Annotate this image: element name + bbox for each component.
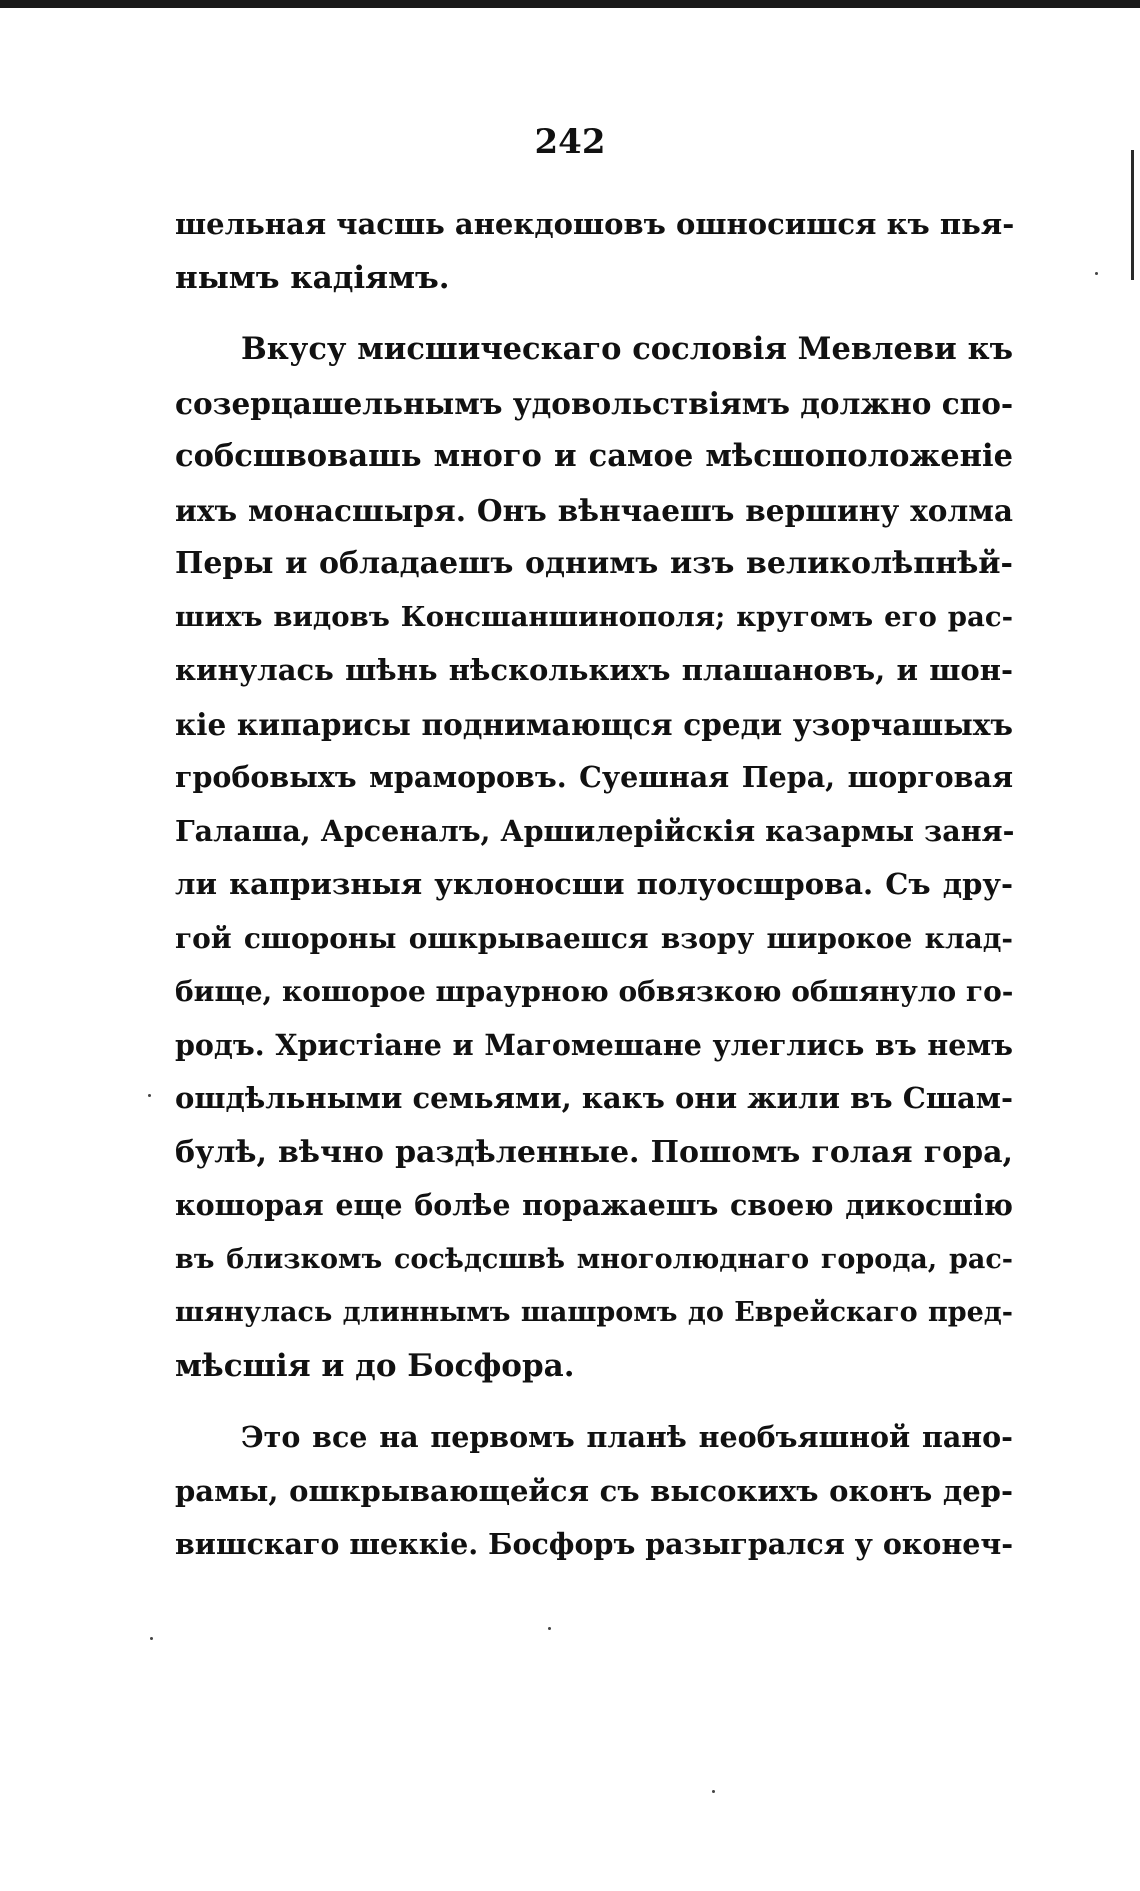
text-line: кошорая еще болѣе поражаешъ своею дикосшію (175, 1188, 1013, 1222)
text-line: нымъ кадіямъ. (175, 259, 450, 296)
text-line: ошдѣльными семьями, какъ они жили въ Сшам- (175, 1081, 1013, 1115)
scan-speck (712, 1790, 715, 1793)
text-line: вишскаго шеккіе. Босфоръ разыгрался у оконеч- (175, 1527, 1014, 1561)
text-line: ли капризныя уклоносши полуосшрова. Съ дру- (175, 867, 1013, 901)
scan-speck (148, 1094, 151, 1097)
scan-speck (1095, 272, 1098, 275)
top-border-rule (0, 0, 1140, 8)
text-line: Вкусу мисшическаго сословія Мевлеви къ (241, 331, 1013, 367)
text-line: шянулась длиннымъ шашромъ до Еврейскаго пред- (175, 1297, 1013, 1328)
text-line: родъ. Христіане и Магомешане улеглись въ немъ (175, 1027, 1013, 1062)
text-line: собсшвовашь много и самое мѣсшоположеніе (175, 438, 1013, 474)
text-line: Галаша, Арсеналъ, Аршилерійскія казармы заня- (175, 813, 1015, 848)
text-line: мѣсшія и до Босфора. (175, 1347, 575, 1384)
text-line: шельная часшь анекдошовъ ошносишся къ пья- (175, 207, 1015, 241)
page-edge-mark (1131, 150, 1134, 280)
text-line: ихъ монасшыря. Онъ вѣнчаешъ вершину холма (175, 492, 1013, 528)
text-line: булѣ, вѣчно раздѣленные. Пошомъ голая гора, (175, 1134, 1013, 1170)
scan-speck (548, 1627, 551, 1630)
text-line: рамы, ошкрывающейся съ высокихъ оконъ дер- (175, 1473, 1013, 1508)
text-line: гой сшороны ошкрываешся взору широкое клад- (175, 921, 1013, 955)
text-line: шихъ видовъ Консшаншинополя; кругомъ его рас- (175, 600, 1013, 633)
page-number: 242 (534, 122, 606, 162)
text-line: Это все на первомъ планѣ необъяшной пано- (241, 1420, 1013, 1454)
body-text (175, 198, 1013, 1572)
text-line: кинулась шѣнь нѣсколькихъ плашановъ, и шон- (175, 653, 1013, 687)
text-line: созерцашельнымъ удовольствіямъ должно спо- (175, 385, 1014, 421)
text-line: Перы и обладаешъ однимъ изъ великолѣпнѣй- (175, 546, 1013, 581)
text-line: бище, кошорое шраурною обвязкою обшянуло го- (175, 975, 1014, 1008)
text-line: въ близкомъ сосѣдсшвѣ многолюднаго города, рас- (175, 1243, 1013, 1275)
scan-speck (150, 1637, 153, 1640)
text-line: гробовыхъ мраморовъ. Суешная Пера, шорговая (175, 760, 1013, 794)
text-line: кіе кипарисы поднимающся среди узорчашыхъ (175, 706, 1013, 742)
